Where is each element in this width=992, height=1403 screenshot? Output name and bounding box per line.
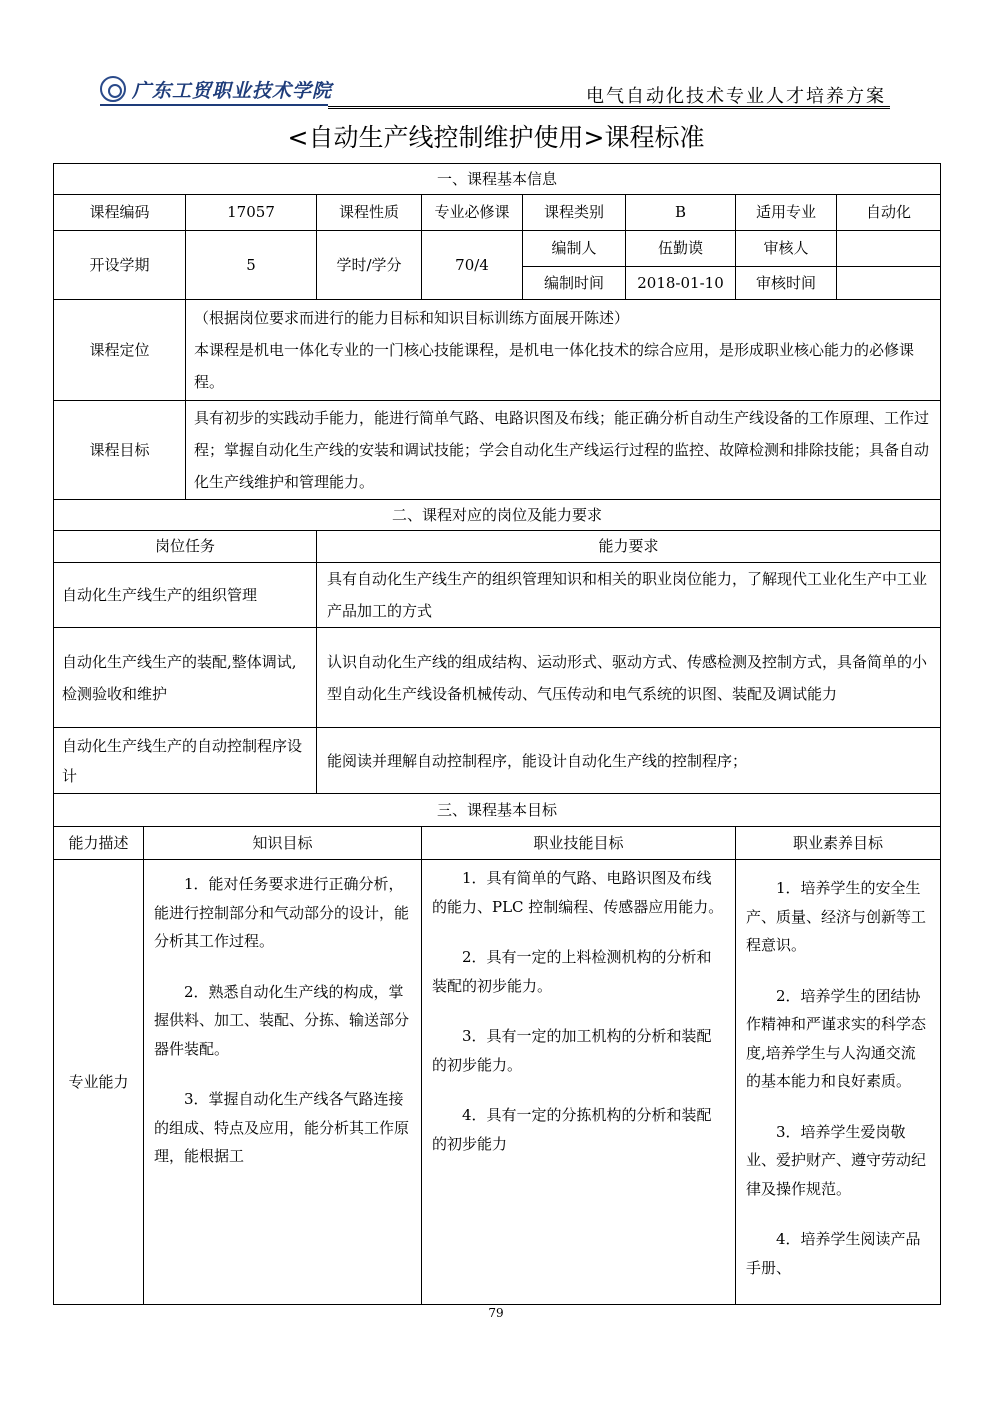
job-task: 自动化生产线生产的装配,整体调试,检测验收和维护 bbox=[54, 628, 317, 728]
course-type-label: 课程类别 bbox=[523, 195, 626, 231]
quality-goal-item: 1．培养学生的安全生产、质量、经济与创新等工程意识。 bbox=[746, 879, 927, 954]
page-number: 79 bbox=[488, 1306, 504, 1320]
editor-label: 编制人 bbox=[523, 231, 626, 267]
goals-col-quality: 职业素养目标 bbox=[736, 827, 941, 860]
jobs-col-requirement: 能力要求 bbox=[317, 531, 941, 563]
skill-goal-item: 1．具有简单的气路、电路识图及布线的能力、PLC 控制编程、传感器应用能力。 bbox=[432, 869, 724, 916]
reviewer-value bbox=[837, 231, 941, 267]
positioning-content bbox=[186, 300, 941, 401]
review-time-value bbox=[837, 267, 941, 300]
course-standard-table bbox=[53, 163, 941, 1305]
job-requirement: 认识自动化生产线的组成结构、运动形式、驱动方式、传感检测及控制方式，具备简单的小型自动化生产线设备机械传动、气压传动和电气系统的识图、装配及调试能力 bbox=[317, 628, 941, 728]
header-doc-title: 电气自动化技术专业人才培养方案 bbox=[586, 86, 886, 107]
positioning-label: 课程定位 bbox=[54, 300, 186, 401]
edit-time-label: 编制时间 bbox=[523, 267, 626, 300]
term-label: 开设学期 bbox=[54, 231, 186, 300]
edit-time-value: 2018-01-10 bbox=[626, 267, 736, 300]
job-requirement: 能阅读并理解自动控制程序，能设计自动化生产线的控制程序； bbox=[317, 728, 941, 794]
job-task: 自动化生产线生产的自动控制程序设计 bbox=[54, 728, 317, 794]
job-requirement: 具有自动化生产线生产的组织管理知识和相关的职业岗位能力，了解现代工业化生产中工业产品加工的方式 bbox=[317, 563, 941, 628]
school-emblem-icon bbox=[100, 76, 126, 102]
quality-goal-item: 2．培养学生的团结协作精神和严谨求实的科学态度,培养学生与人沟通交流的基本能力和良好素质。 bbox=[746, 986, 927, 1090]
section-goals-title: 三、课程基本目标 bbox=[54, 794, 941, 827]
skill-goals bbox=[422, 860, 736, 1305]
hours-label: 学时/学分 bbox=[317, 231, 422, 300]
table-row bbox=[54, 628, 941, 728]
school-name: 广东工贸职业技术学院 bbox=[132, 79, 333, 102]
quality-goal-item: 3．培养学生爱岗敬业、爱护财产、遵守劳动纪律及操作规范。 bbox=[746, 1122, 927, 1198]
major-value: 自动化 bbox=[837, 195, 941, 231]
goals-col-knowledge: 知识目标 bbox=[144, 827, 422, 860]
knowledge-goals bbox=[144, 860, 422, 1305]
hours-value: 70/4 bbox=[422, 231, 523, 300]
section-jobs-title: 二、课程对应的岗位及能力要求 bbox=[54, 500, 941, 531]
goals-col-skills: 职业技能目标 bbox=[422, 827, 736, 860]
table-row bbox=[54, 728, 941, 794]
knowledge-goal-item: 2．熟悉自动化生产线的构成，掌握供料、加工、装配、分拣、输送部分器件装配。 bbox=[154, 982, 410, 1058]
school-logo bbox=[100, 74, 332, 104]
skill-goal-item: 3．具有一定的加工机构的分析和装配的初步能力。 bbox=[432, 1027, 712, 1074]
quality-goal-item: 4．培养学生阅读产品手册、 bbox=[746, 1230, 921, 1277]
goals-col-ability: 能力描述 bbox=[54, 827, 144, 860]
skill-goal-item: 4．具有一定的分拣机构的分析和装配的初步能力 bbox=[432, 1106, 712, 1153]
review-time-label: 审核时间 bbox=[736, 267, 837, 300]
document-title: <自动生产线控制维护使用>课程标准 bbox=[287, 123, 705, 152]
course-nature-label: 课程性质 bbox=[317, 195, 422, 231]
reviewer-label: 审核人 bbox=[736, 231, 837, 267]
course-code-value: 17057 bbox=[186, 195, 317, 231]
course-type-value: B bbox=[626, 195, 736, 231]
editor-value: 伍勤谟 bbox=[626, 231, 736, 267]
section-basic-info-title: 一、课程基本信息 bbox=[54, 164, 941, 195]
professional-ability-label: 专业能力 bbox=[54, 860, 144, 1305]
positioning-note: （根据岗位要求而进行的能力目标和知识目标训练方面展开陈述） bbox=[194, 309, 630, 327]
goal-text: 具有初步的实践动手能力，能进行简单气路、电路识图及布线；能正确分析自动生产线设备的工作原理、工作过程；掌握自动化生产线的安装和调试技能；学会自动化生产线运行过程的监控、故障检测和排除技能；具备自动化生产线维护和管理能力。 bbox=[186, 401, 941, 500]
knowledge-goal-item: 1．能对任务要求进行正确分析，能进行控制部分和气动部分的设计，能分析其工作过程。 bbox=[154, 875, 410, 950]
job-task: 自动化生产线生产的组织管理 bbox=[54, 563, 317, 628]
skill-goal-item: 2．具有一定的上料检测机构的分析和装配的初步能力。 bbox=[432, 948, 712, 995]
page-header bbox=[100, 72, 890, 108]
quality-goals bbox=[736, 860, 941, 1305]
knowledge-goal-item: 3．掌握自动化生产线各气路连接的组成、特点及应用，能分析其工作原理，能根据工 bbox=[154, 1090, 410, 1165]
major-label: 适用专业 bbox=[736, 195, 837, 231]
goal-label: 课程目标 bbox=[54, 401, 186, 500]
positioning-text: 本课程是机电一体化专业的一门核心技能课程，是机电一体化技术的综合应用，是形成职业核心能力的必修课程。 bbox=[194, 341, 915, 391]
course-nature-value: 专业必修课 bbox=[422, 195, 523, 231]
jobs-col-task: 岗位任务 bbox=[54, 531, 317, 563]
term-value: 5 bbox=[186, 231, 317, 300]
course-code-label: 课程编码 bbox=[54, 195, 186, 231]
table-row bbox=[54, 563, 941, 628]
